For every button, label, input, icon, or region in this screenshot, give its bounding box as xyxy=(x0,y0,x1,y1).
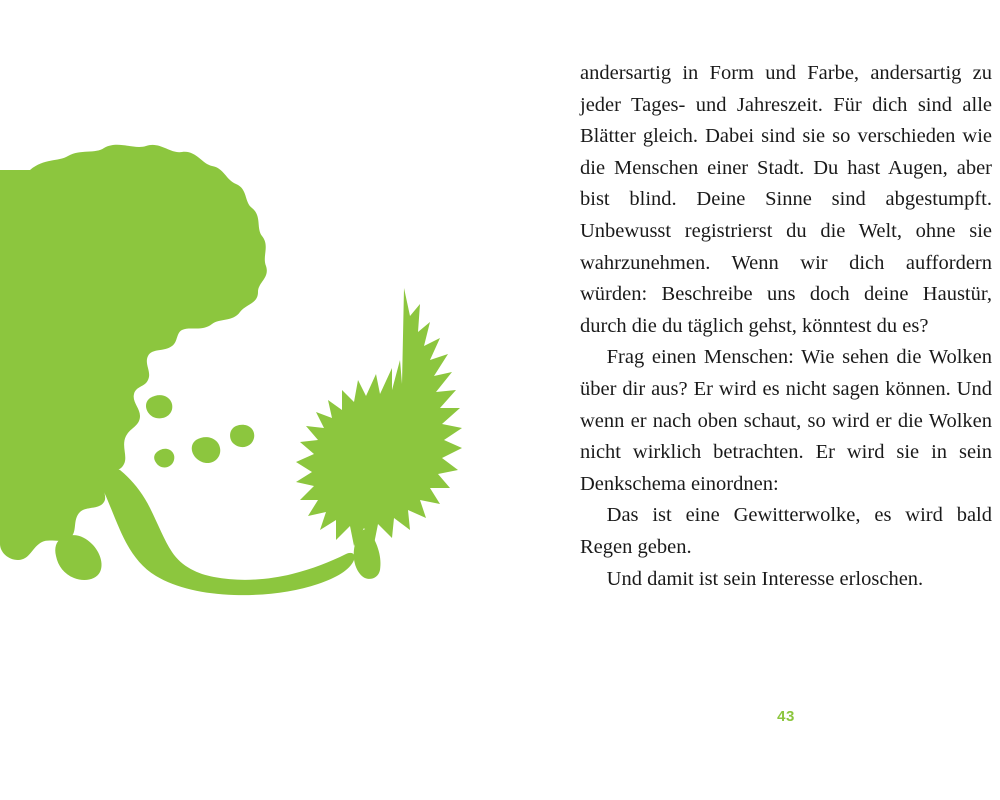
paragraph-2: Frag einen Menschen: Wie sehen die Wolken über dir aus? Er wird es nicht sagen können. Und wenn er nach oben schaut, so wird er die Wolken nicht wirklich betrachten. Er wird sie in sein Denkschema einordnen: xyxy=(580,346,992,495)
page-number: 43 xyxy=(777,708,795,725)
paragraph-1: andersartig in Form und Farbe, andersartig zu jeder Tages- und Jahreszeit. Für dich sind alle Blätter gleich. Dabei sind sie so verschieden wie die Menschen einer Stadt. Du hast Augen, aber bist blind. Deine Sinne sind abgestumpft. Unbewusst registrierst du die Welt, ohne sie wahrzunehmen. Wenn wir dich auffordern würden: Beschreibe uns doch deine Haustür, durch die du täglich gehst, könntest du es? xyxy=(580,62,992,337)
body-text-column xyxy=(580,58,992,595)
paragraph-3: Das ist eine Gewitterwolke, es wird bald Regen geben. xyxy=(580,504,992,558)
tree-silhouette-illustration xyxy=(0,140,500,610)
paragraph-4: Und damit ist sein Interesse erloschen. xyxy=(606,567,924,590)
